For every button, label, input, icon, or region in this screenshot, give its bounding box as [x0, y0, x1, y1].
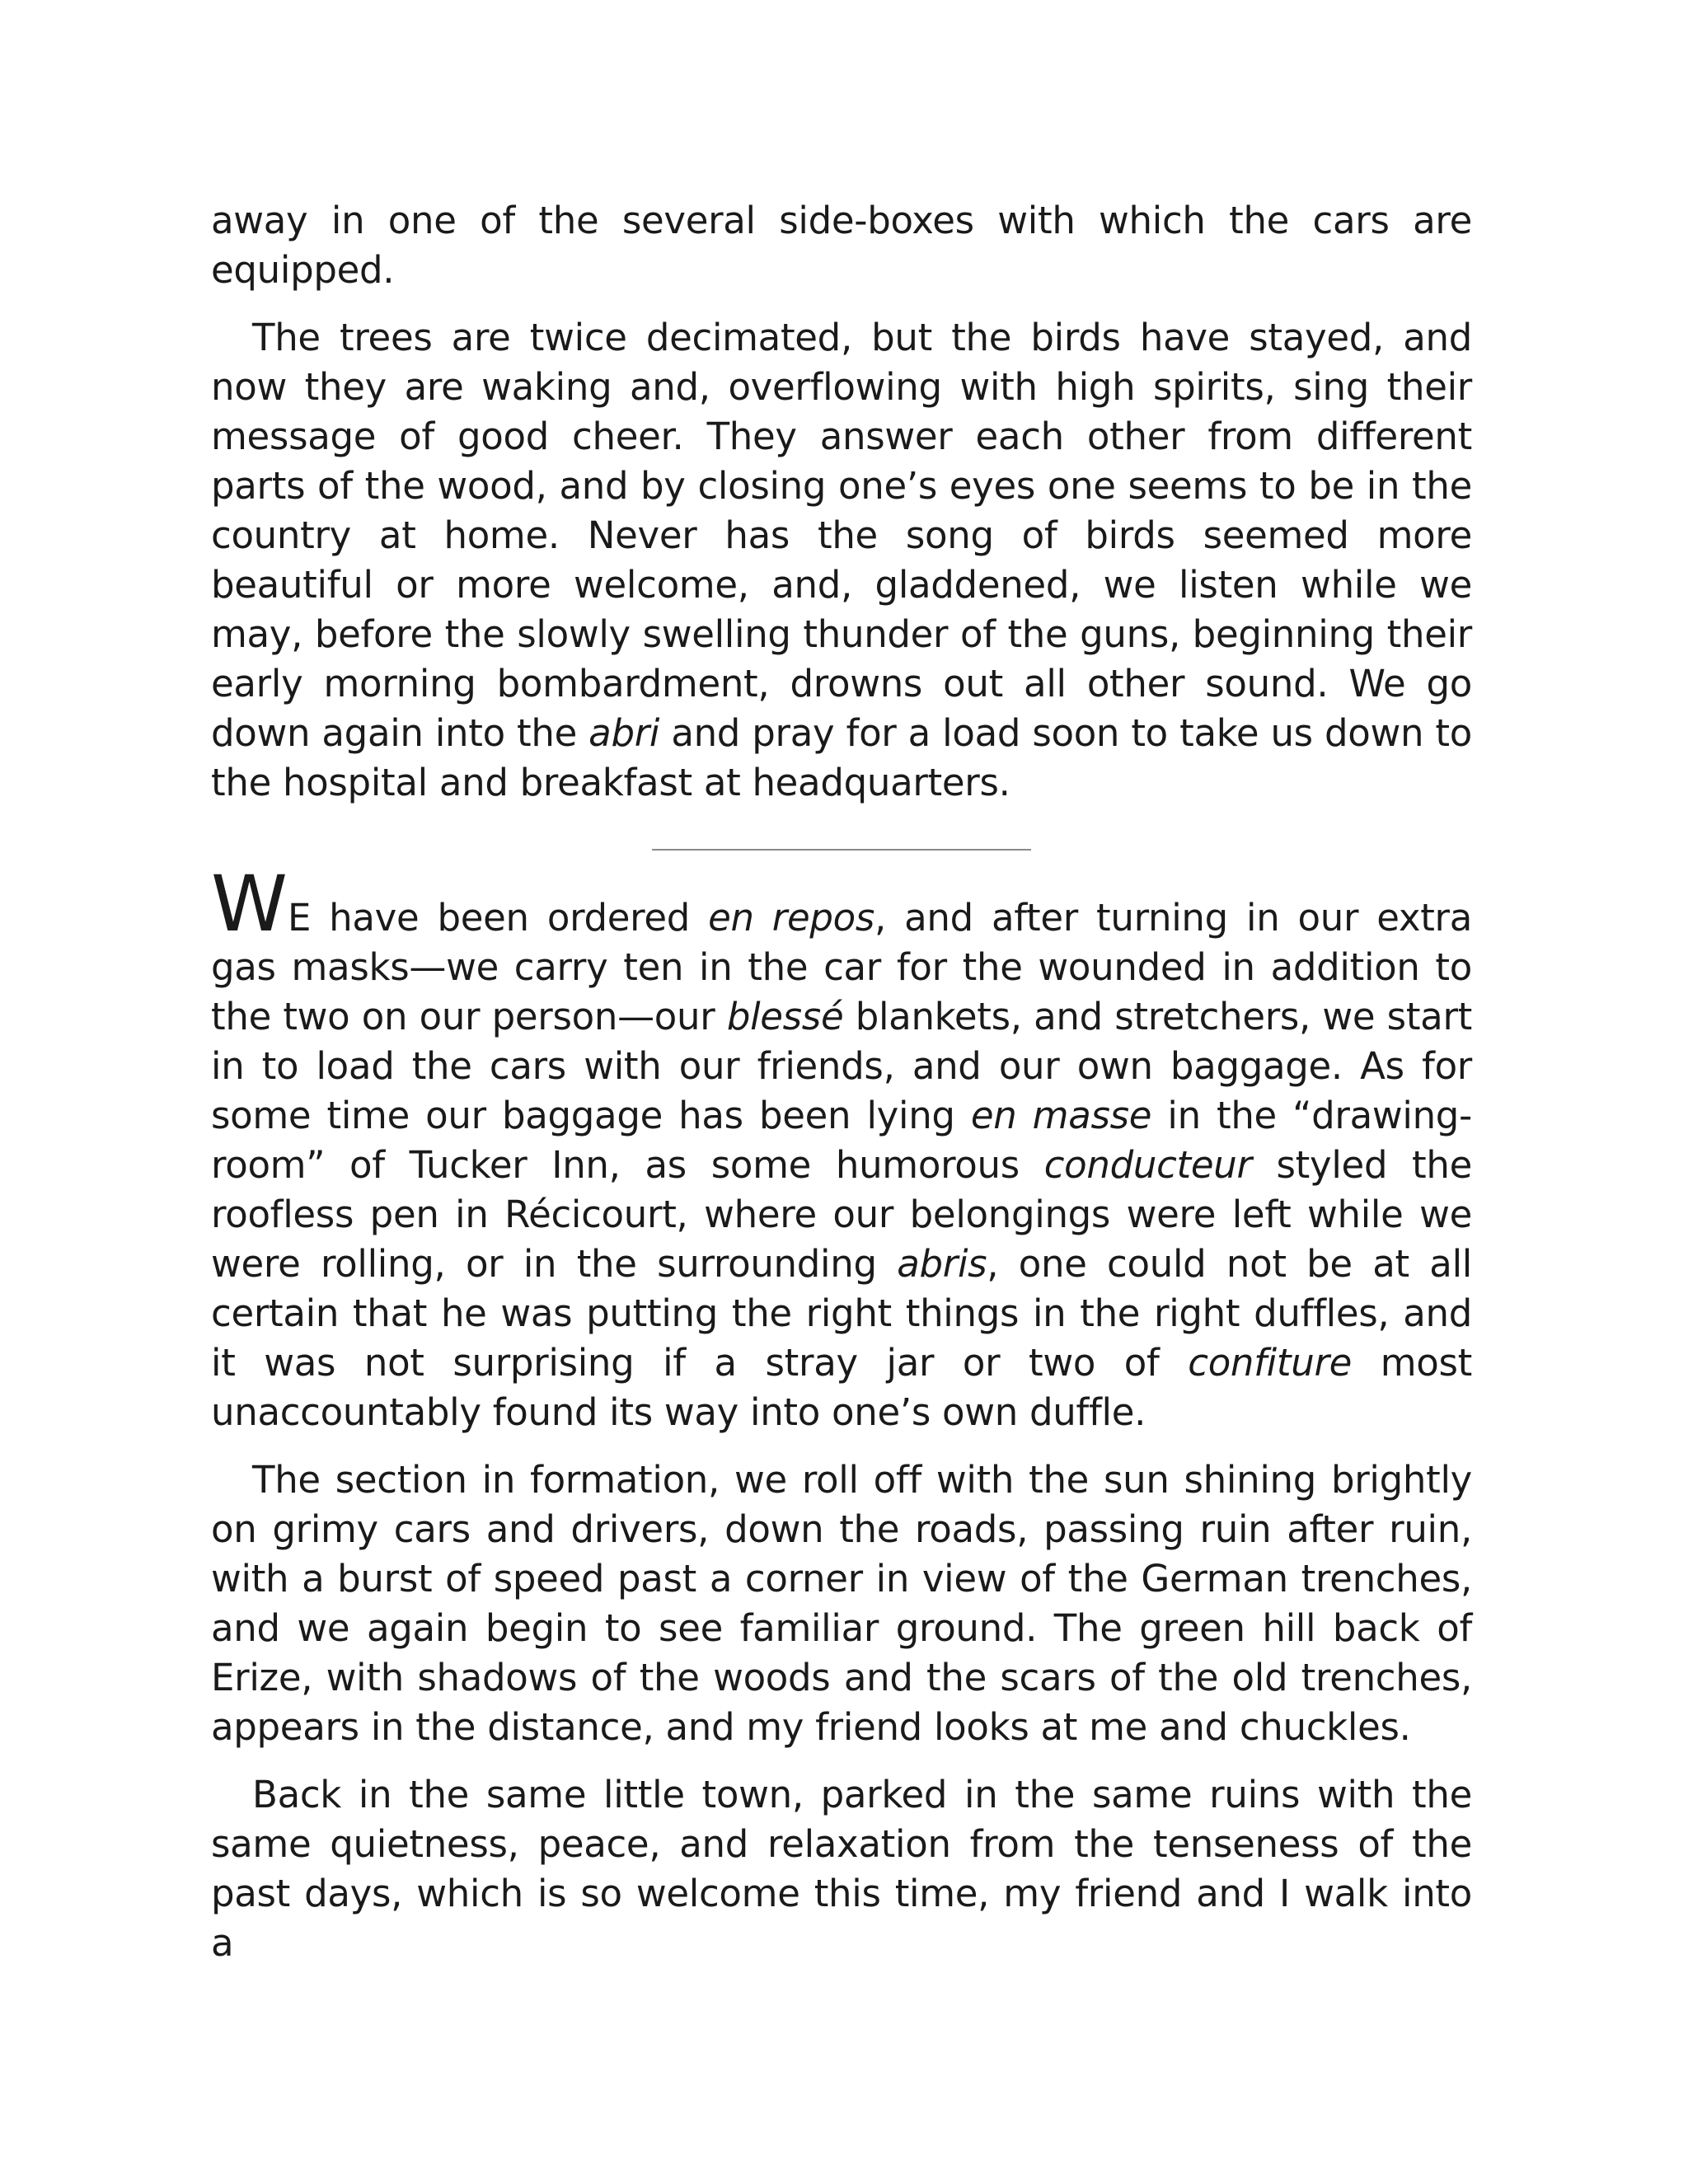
- paragraph-back-in-town: [211, 1770, 1472, 1968]
- new-section: [211, 860, 1473, 1968]
- italic-term: en repos: [708, 896, 875, 940]
- paragraph-text: most unaccountably found its way into one’s own duffle.: [211, 1341, 1472, 1434]
- drop-cap: W: [211, 860, 288, 949]
- small-cap: E: [287, 896, 312, 940]
- paragraph-continuation: [211, 196, 1472, 295]
- paragraph-text: , one could not be at all certain that he was putting the right things in the right duffles, and it was not surprising if a stray jar or two of: [211, 1242, 1472, 1385]
- italic-term: confiture: [1188, 1341, 1353, 1385]
- italic-term: abri: [588, 711, 660, 755]
- paragraph-text: Back in the same little town, parked in the same ruins with the same quietness, peace, and relaxation from the tenseness of the past days, which is so welcome this time, my friend and I walk into a: [211, 1773, 1472, 1965]
- paragraph-birds: [211, 313, 1472, 808]
- paragraph-text: , and after turning in our extra gas masks—we carry ten in the car for the wounded in addition to the two on our person—our: [211, 896, 1473, 1038]
- paragraph-text: The trees are twice decimated, but the birds have stayed, and now they are waking and, overflowing with high spirits, sing their message of good cheer. They answer each other from different parts of the wood, and by closing one’s eyes one seems to be in the country at home. Never has the song of birds seemed more beautiful or more welcome, and, gladdened, we listen while we may, before the slowly swelling thunder of the guns, beginning their early morning bombardment, drowns out all other sound. We go down again into the: [211, 316, 1472, 755]
- paragraph-text: have been ordered: [311, 896, 709, 940]
- italic-term: en masse: [970, 1094, 1152, 1137]
- paragraph-text: and pray for a load soon to take us down to the hospital and breakfast at headquarters.: [211, 711, 1472, 804]
- paragraph-text: blankets, and stretchers, we start in to load the cars with our friends, and our own baggage. As for some time our baggage has been lying: [211, 995, 1472, 1137]
- italic-term: abris: [897, 1242, 987, 1286]
- section-divider: [652, 849, 1031, 851]
- paragraph-text: in the “drawing-room” of Tucker Inn, as some humorous: [211, 1094, 1472, 1187]
- italic-term: conducteur: [1043, 1143, 1252, 1187]
- paragraph-text: away in one of the several side-boxes with which the cars are equipped.: [211, 199, 1472, 292]
- page-body: [211, 196, 1472, 1968]
- italic-term: blessé: [726, 995, 844, 1038]
- paragraph-section-formation: [211, 1455, 1472, 1752]
- paragraph-text: styled the roofless pen in Récicourt, where our belongings were left while we were rolling, or in the surrounding: [211, 1143, 1472, 1286]
- paragraph-en-repos: [211, 860, 1473, 1437]
- paragraph-text: The section in formation, we roll off with the sun shining brightly on grimy cars and drivers, down the roads, passing ruin after ruin, with a burst of speed past a corner in view of the German trenches, and we again begin to see familiar ground. The green hill back of Erize, with shadows of the woods and the scars of the old trenches, appears in the distance, and my friend looks at me and chuckles.: [211, 1458, 1472, 1749]
